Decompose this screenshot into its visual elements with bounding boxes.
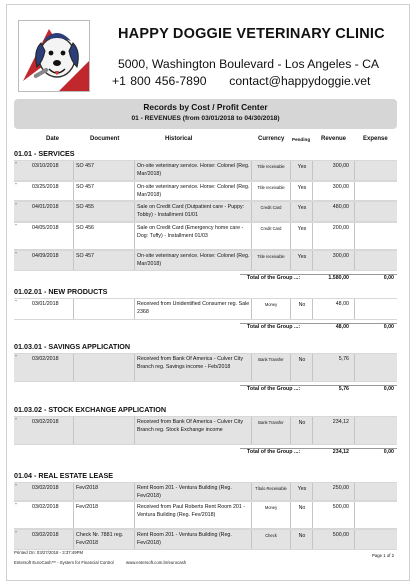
row-historical: Rent Room 201 - Ventura Building (Reg. Fev/2018) [137, 532, 232, 546]
column-divider [312, 251, 313, 270]
row-currency: Credit Card [260, 226, 282, 231]
column-divider [312, 417, 313, 444]
row-currency: Bank Transfer [258, 357, 284, 362]
group-total [14, 274, 397, 283]
col-expense: Expense [363, 136, 388, 142]
row-date: 03/02/2018 [32, 504, 59, 510]
clinic-logo [18, 20, 90, 92]
row-marker-icon: ” [15, 300, 17, 306]
row-date: 04/09/2018 [32, 253, 59, 259]
row-historical: Rent Room 201 - Ventura Building (Reg. Fev/2018) [137, 485, 232, 499]
row-pending: No [298, 420, 306, 426]
col-historical: Historical [165, 136, 193, 142]
row-marker-icon: ” [15, 531, 17, 537]
table-row[interactable] [14, 250, 397, 271]
footer-system-name: Entersoft EuroCash™ - System for Financial Control [14, 560, 114, 565]
group-total [14, 448, 397, 457]
column-divider [312, 354, 313, 381]
footer-page: Page 1 of 2 [372, 553, 394, 558]
column-divider [134, 354, 135, 381]
row-date: 04/01/2018 [32, 204, 59, 210]
row-pending: Yes [297, 164, 307, 170]
column-divider [134, 223, 135, 249]
row-pending: No [298, 533, 306, 539]
row-document: SO 455 [76, 204, 94, 210]
column-divider [134, 202, 135, 221]
column-divider [134, 161, 135, 180]
total-revenue: 48,00 [335, 324, 349, 330]
row-historical: Received from Unidentified Consumer reg. Sale 2368 [137, 301, 250, 315]
row-pending: Yes [297, 205, 307, 211]
column-divider [73, 223, 74, 249]
row-currency: Title receivable [257, 185, 285, 190]
column-divider [354, 223, 355, 249]
col-pending: Pending [292, 137, 311, 142]
row-revenue: 48,00 [335, 301, 349, 307]
report-header [14, 99, 397, 129]
table-row[interactable] [14, 222, 397, 250]
row-pending: Yes [297, 254, 307, 260]
column-divider [134, 530, 135, 549]
column-divider [134, 182, 135, 200]
row-revenue: 250,00 [332, 485, 349, 491]
report-title: Records by Cost / Profit Center [143, 102, 268, 112]
column-divider [290, 223, 291, 249]
table-row[interactable] [14, 160, 397, 181]
col-document: Document [90, 136, 120, 142]
row-marker-icon: ” [15, 503, 17, 509]
footer-website: www.entersoft.com.br/eurocash [126, 560, 187, 565]
row-historical: Received from Paul Roberts Rent Room 201 - Ventura Building (Reg. Fev/2018) [137, 504, 246, 518]
col-currency: Currency [258, 136, 285, 142]
column-divider [290, 483, 291, 500]
table-row[interactable] [14, 353, 397, 382]
total-revenue: 1.580,00 [328, 275, 349, 281]
column-divider [290, 502, 291, 528]
row-historical: On-site veterinary service. Horse: Colonel (Reg. Mar/2018) [137, 253, 250, 267]
total-expense: 0,00 [383, 449, 394, 455]
row-revenue: 500,00 [332, 504, 349, 510]
clinic-email: contact@happydoggie.vet [229, 74, 371, 88]
total-expense: 0,00 [383, 324, 394, 330]
row-currency: Money [264, 505, 278, 510]
row-revenue: 5,76 [338, 356, 349, 362]
row-historical: Received from Bank Of America - Culver City Branch reg. Savings income - Feb/2018 [137, 356, 243, 370]
row-pending: No [298, 505, 306, 511]
group-title: 01.04 - REAL ESTATE LEASE [14, 471, 114, 480]
column-divider [354, 161, 355, 180]
row-document: SO 457 [76, 253, 94, 259]
group-title: 01.02.01 - NEW PRODUCTS [14, 287, 108, 296]
column-divider [73, 354, 74, 381]
row-date: 03/10/2018 [32, 163, 59, 169]
total-expense: 0,00 [383, 386, 394, 392]
row-currency: Credit Card [260, 205, 282, 210]
footer-printed: Printed On: 03/27/2018 - 3:37:49PM [14, 550, 84, 555]
column-divider [354, 182, 355, 200]
row-date: 03/01/2018 [32, 301, 59, 307]
column-divider [73, 299, 74, 319]
column-divider [134, 502, 135, 528]
column-divider [312, 182, 313, 200]
column-divider [73, 483, 74, 500]
row-historical: On-site veterinary service. Horse: Colonel (Reg. Mar/2018) [137, 163, 250, 177]
column-divider [354, 299, 355, 319]
total-label: Total of the Group ...: [247, 324, 301, 330]
row-currency: Money [264, 302, 278, 307]
row-pending: Yes [297, 486, 307, 492]
table-row[interactable] [14, 482, 397, 501]
row-marker-icon: ” [15, 418, 17, 424]
column-divider [290, 299, 291, 319]
footer-system [14, 560, 186, 565]
row-historical: On-site veterinary service. Horse: Colonel (Reg. Mar/2018) [137, 184, 250, 198]
column-divider [354, 417, 355, 444]
row-pending: No [298, 302, 306, 308]
col-revenue: Revenue [321, 136, 347, 142]
row-revenue: 480,00 [332, 204, 349, 210]
row-historical: Sale on Credit Card (Outpatient care - Puppy: Tobby) - Installment 01/01 [137, 204, 245, 218]
column-divider [290, 251, 291, 270]
row-marker-icon: ” [15, 355, 17, 361]
table-row[interactable] [14, 201, 397, 222]
row-revenue: 300,00 [332, 184, 349, 190]
row-marker-icon: ” [15, 224, 17, 230]
row-date: 04/05/2018 [32, 225, 59, 231]
total-expense: 0,00 [383, 275, 394, 281]
column-divider [290, 417, 291, 444]
total-label: Total of the Group ...: [247, 275, 301, 281]
column-divider [312, 299, 313, 319]
row-marker-icon: ” [15, 183, 17, 189]
column-divider [354, 354, 355, 381]
row-currency: Title receivable [257, 254, 285, 259]
report-subtitle: 01 - REVENUES (from 03/01/2018 to 04/30/2018) [131, 115, 280, 122]
col-date: Date [46, 136, 60, 142]
column-divider [354, 530, 355, 549]
column-divider [73, 417, 74, 444]
column-divider [290, 530, 291, 549]
column-divider [73, 161, 74, 180]
column-divider [354, 483, 355, 500]
clinic-address: 5000, Washington Boulevard - Los Angeles - CA [118, 57, 380, 71]
column-divider [312, 502, 313, 528]
row-currency: Check [265, 533, 277, 538]
group-total [14, 323, 397, 332]
row-pending: No [298, 357, 306, 363]
column-divider [290, 202, 291, 221]
row-document: Fev/2018 [76, 504, 99, 510]
row-document: SO 456 [76, 225, 94, 231]
column-divider [290, 354, 291, 381]
table-row[interactable] [14, 529, 397, 550]
column-divider [290, 161, 291, 180]
row-document: SO 457 [76, 184, 94, 190]
row-currency: Bank Transfer [258, 420, 284, 425]
row-pending: Yes [297, 226, 307, 232]
row-document: Check Nr. 7881 reg. Fev/2018 [76, 532, 124, 546]
row-marker-icon: ” [15, 252, 17, 258]
clinic-name: HAPPY DOGGIE VETERINARY CLINIC [118, 26, 385, 42]
column-divider [73, 502, 74, 528]
row-document: Fev/2018 [76, 485, 99, 491]
group-title: 01.03.01 - SAVINGS APPLICATION [14, 342, 131, 351]
row-date: 03/02/2018 [32, 419, 59, 425]
column-divider [134, 299, 135, 319]
row-document: SO 457 [76, 163, 94, 169]
row-revenue: 300,00 [332, 253, 349, 259]
row-revenue: 500,00 [332, 532, 349, 538]
table-row[interactable] [14, 181, 397, 201]
total-revenue: 5,76 [338, 386, 349, 392]
row-date: 03/02/2018 [32, 532, 59, 538]
row-revenue: 300,00 [332, 163, 349, 169]
column-divider [134, 483, 135, 500]
row-marker-icon: ” [15, 203, 17, 209]
column-divider [73, 202, 74, 221]
row-date: 03/02/2018 [32, 485, 59, 491]
row-currency: Title receivable [257, 164, 285, 169]
column-divider [312, 202, 313, 221]
column-divider [134, 251, 135, 270]
row-currency: Título Receivable [255, 486, 287, 491]
column-divider [354, 502, 355, 528]
total-label: Total of the Group ...: [247, 386, 301, 392]
row-date: 03/25/2018 [32, 184, 59, 190]
clinic-phone: +1 800 456-7890 [112, 74, 207, 88]
row-pending: Yes [297, 185, 307, 191]
column-divider [73, 530, 74, 549]
column-divider [73, 251, 74, 270]
column-divider [354, 202, 355, 221]
table-row[interactable] [14, 501, 397, 529]
row-revenue: 234,12 [332, 419, 349, 425]
row-historical: Received from Bank Of America - Culver City Branch reg. Stock Exchange income [137, 419, 243, 433]
table-row[interactable] [14, 416, 397, 445]
table-row[interactable] [14, 298, 397, 320]
row-historical: Sale on Credit Card (Emergency home care - Dog: Tuffy) - Installment 01/03 [137, 225, 244, 239]
column-divider [354, 251, 355, 270]
row-revenue: 200,00 [332, 225, 349, 231]
clinic-contact [112, 74, 370, 88]
group-title: 01.01 - SERVICES [14, 149, 75, 158]
column-divider [312, 161, 313, 180]
group-total [14, 385, 397, 394]
total-revenue: 234,12 [332, 449, 349, 455]
column-divider [312, 223, 313, 249]
row-marker-icon: ” [15, 484, 17, 490]
column-divider [73, 182, 74, 200]
group-title: 01.03.02 - STOCK EXCHANGE APPLICATION [14, 405, 167, 414]
column-divider [290, 182, 291, 200]
column-divider [312, 483, 313, 500]
column-divider [312, 530, 313, 549]
total-label: Total of the Group ...: [247, 449, 301, 455]
row-marker-icon: ” [15, 162, 17, 168]
row-date: 03/02/2018 [32, 356, 59, 362]
column-divider [134, 417, 135, 444]
